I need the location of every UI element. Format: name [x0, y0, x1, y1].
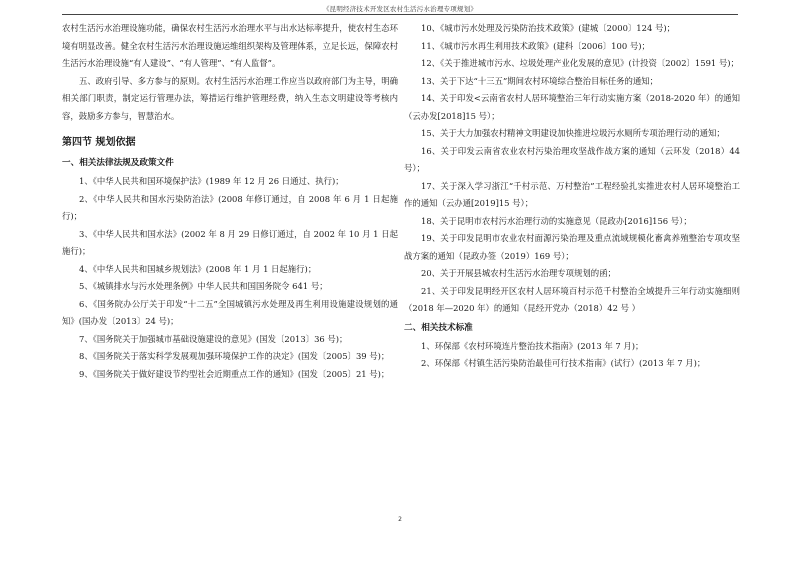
list-item: 2、《中华人民共和国水污染防治法》(2008 年修订通过，自 2008 年 6 月 1 日起施行)；: [62, 193, 398, 221]
list-item: 7、《国务院关于加强城市基础设施建设的意见》(国发〔2013〕36 号)；: [79, 333, 348, 344]
list-item: 8、《国务院关于落实科学发展观加强环境保护工作的决定》(国发〔2005〕39 号)；: [79, 351, 390, 361]
list-item: 6、《国务院办公厅关于印发“十二五”全国城镇污水处理及再生利用设施建设规划的通知》(国办发〔2013〕24 号)；: [62, 298, 398, 326]
left-column: [62, 20, 398, 383]
list-item: 15、关于大力加强农村精神文明建设加快推进垃圾污水厕所专项治理行动的通知；: [421, 128, 725, 138]
header-rule: [62, 14, 738, 15]
list-item: 11、《城市污水再生利用技术政策》(建科〔2006〕100 号)；: [421, 40, 650, 51]
list-item: 18、关于昆明市农村污水治理行动的实施意见（昆政办[2016]156 号）；: [421, 215, 692, 226]
list-item: 1、环保部《农村环境连片整治技术指南》(2013 年 7 月)；: [421, 340, 644, 351]
list-item: 21、关于印发昆明经开区农村人居环境百村示范千村整治全域提升三年行动实施细则（2018 年—2020 年）的通知（昆经开党办（2018）42 号 ）: [404, 285, 740, 313]
list-item: 3、《中华人民共和国水法》(2002 年 8 月 29 日修订通过，自 2002 年 10 月 1 日起施行)；: [62, 228, 398, 256]
list-item: 20、关于开展县城农村生活污水治理专项规划的函；: [421, 268, 616, 278]
principle-five-paragraph: 五、政府引导、多方参与的原则。农村生活污水治理工作应当以政府部门为主导，明确相关部门职责，制定运行管理办法，筹措运行维护管理经费，纳入生态文明建设等考核内容，鼓励多方参与，智慧治水。: [62, 75, 398, 121]
page-number: 2: [398, 516, 402, 523]
section-title: 第四节 规划依据: [62, 137, 136, 148]
right-column: [404, 20, 740, 373]
list-item: 13、关于下达“十三五”期间农村环境综合整治目标任务的通知；: [421, 75, 658, 86]
intro-paragraph: 农村生活污水治理设施功能，确保农村生活污水治理水平与出水达标率提升，使农村生态环境有明显改善。健全农村生活污水治理设施运维组织架构及管理体系，立足长远，保障农村生活污水治理设施“有人建设”、“有人管理”、“有人监督”。: [62, 23, 398, 68]
list-item: 16、关于印发云南省农业农村污染治理攻坚战作战方案的通知（云环发（2018）44 号）；: [404, 145, 740, 173]
list-item: 2、环保部《村镇生活污染防治最佳可行技术指南》(试行）(2013 年 7 月)；: [421, 358, 706, 368]
list-item: 17、关于深入学习浙江“千村示范、万村整治”工程经验扎实推进农村人居环境整治工作的通知（云办通[2019]15 号）；: [404, 180, 740, 208]
list-item: 10、《城市污水处理及污染防治技术政策》(建城〔2000〕124 号)；: [421, 23, 675, 33]
subheading-laws: 一、相关法律法规及政策文件: [62, 158, 174, 168]
list-item: 12、《关于推进城市污水、垃圾处理产业化发展的意见》(计投资〔2002〕1591 号)；: [421, 58, 739, 68]
list-item: 1、《中华人民共和国环境保护法》(1989 年 12 月 26 日通过、执行)；: [79, 176, 344, 186]
list-item: 19、关于印发昆明市农业农村面源污染治理及重点流域规模化畜禽养殖整治专项攻坚战方案的通知（昆政办签（2019）169 号）；: [404, 233, 740, 261]
subheading-standards: 二、相关技术标准: [404, 322, 473, 333]
list-item: 14、关于印发<云南省农村人居环境整治三年行动实施方案（2018-2020 年）的通知（云办发[2018]15 号）；: [404, 93, 740, 121]
list-item: 4、《中华人民共和国城乡规划法》(2008 年 1 月 1 日起施行)；: [79, 263, 317, 274]
list-item: 9、《国务院关于做好建设节约型社会近期重点工作的通知》(国发〔2005〕21 号)；: [79, 368, 390, 379]
running-header: 《昆明经济技术开发区农村生活污水治理专项规划》: [322, 5, 478, 13]
list-item: 5、《城镇排水与污水处理条例》中华人民共和国国务院令 641 号；: [79, 281, 328, 291]
